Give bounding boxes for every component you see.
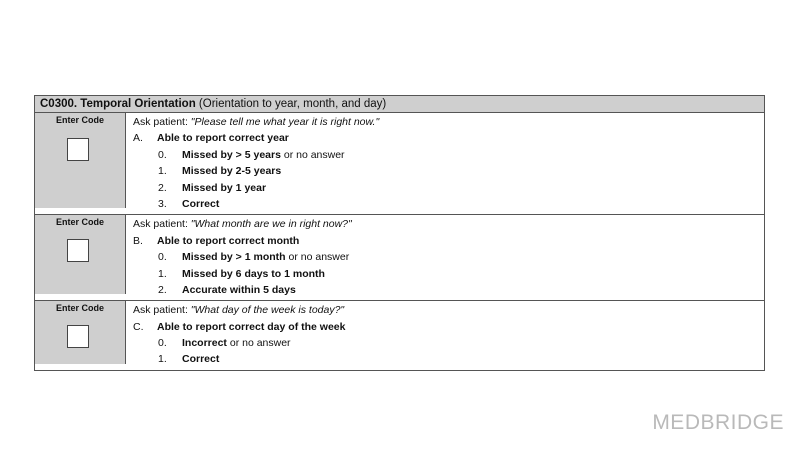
- option-label: Accurate within 5 days: [182, 283, 296, 296]
- option-note: or no answer: [283, 148, 345, 161]
- section-content: [126, 215, 764, 300]
- item-letter: A.: [133, 132, 143, 145]
- option-1: [133, 351, 764, 367]
- code-entry-box-year[interactable]: [67, 138, 89, 161]
- option-number: 2.: [158, 181, 167, 194]
- section-content: [126, 301, 764, 370]
- item-letter: C.: [133, 320, 144, 333]
- enter-code-label: Enter Code: [55, 217, 104, 228]
- prompt-question: "What day of the week is today?": [190, 304, 345, 317]
- form-header: [35, 96, 764, 113]
- item-heading: [133, 130, 764, 146]
- enter-code-column: [35, 301, 126, 364]
- medbridge-watermark-logo: MEDBRIDGE: [652, 411, 784, 434]
- item-title: Able to report correct month: [157, 234, 300, 247]
- option-label: Missed by 1 year: [182, 181, 267, 194]
- patient-prompt: [133, 302, 764, 318]
- section-year: [35, 113, 764, 215]
- option-number: 0.: [158, 251, 167, 264]
- option-number: 3.: [158, 197, 167, 210]
- option-0: [133, 335, 764, 351]
- patient-prompt: [133, 114, 764, 130]
- option-label: Missed by 6 days to 1 month: [182, 267, 325, 280]
- item-heading: [133, 319, 764, 335]
- form-code-title: C0300. Temporal Orientation: [40, 98, 196, 110]
- section-content: [126, 113, 764, 214]
- item-heading: [133, 233, 764, 249]
- option-note: or no answer: [229, 337, 291, 350]
- temporal-orientation-form: [34, 95, 765, 371]
- form-subtitle: (Orientation to year, month, and day): [198, 98, 387, 110]
- option-number: 2.: [158, 283, 167, 296]
- option-note: or no answer: [288, 251, 350, 264]
- option-number: 0.: [158, 148, 167, 161]
- option-1: [133, 163, 764, 179]
- option-number: 1.: [158, 353, 167, 366]
- enter-code-column: [35, 215, 126, 294]
- prompt-label: Ask patient:: [133, 116, 188, 128]
- code-entry-box-month[interactable]: [67, 239, 89, 262]
- code-entry-box-day[interactable]: [67, 325, 89, 348]
- enter-code-label: Enter Code: [55, 303, 104, 314]
- option-label: Missed by > 5 years: [182, 148, 281, 161]
- option-label: Correct: [182, 197, 220, 210]
- prompt-label: Ask patient:: [133, 218, 188, 231]
- item-title: Able to report correct year: [157, 132, 289, 145]
- option-number: 1.: [158, 267, 167, 280]
- prompt-label: Ask patient:: [133, 304, 188, 317]
- option-2: [133, 180, 764, 196]
- option-label: Missed by 2-5 years: [182, 165, 282, 178]
- option-0: [133, 147, 764, 163]
- item-title: Able to report correct day of the week: [157, 320, 346, 333]
- option-3: [133, 196, 764, 212]
- section-day: [35, 301, 764, 370]
- option-1: [133, 266, 764, 282]
- prompt-question: "Please tell me what year it is right now.": [190, 116, 380, 128]
- option-2: [133, 282, 764, 298]
- patient-prompt: [133, 216, 764, 232]
- option-label: Correct: [182, 353, 220, 366]
- option-number: 0.: [158, 337, 167, 350]
- option-0: [133, 249, 764, 265]
- option-label: Incorrect: [182, 337, 227, 350]
- item-letter: B.: [133, 234, 143, 247]
- enter-code-label: Enter Code: [55, 115, 104, 125]
- section-month: [35, 215, 764, 301]
- prompt-question: "What month are we in right now?": [190, 218, 352, 231]
- enter-code-column: [35, 113, 126, 208]
- option-label: Missed by > 1 month: [182, 251, 286, 264]
- option-number: 1.: [158, 165, 167, 178]
